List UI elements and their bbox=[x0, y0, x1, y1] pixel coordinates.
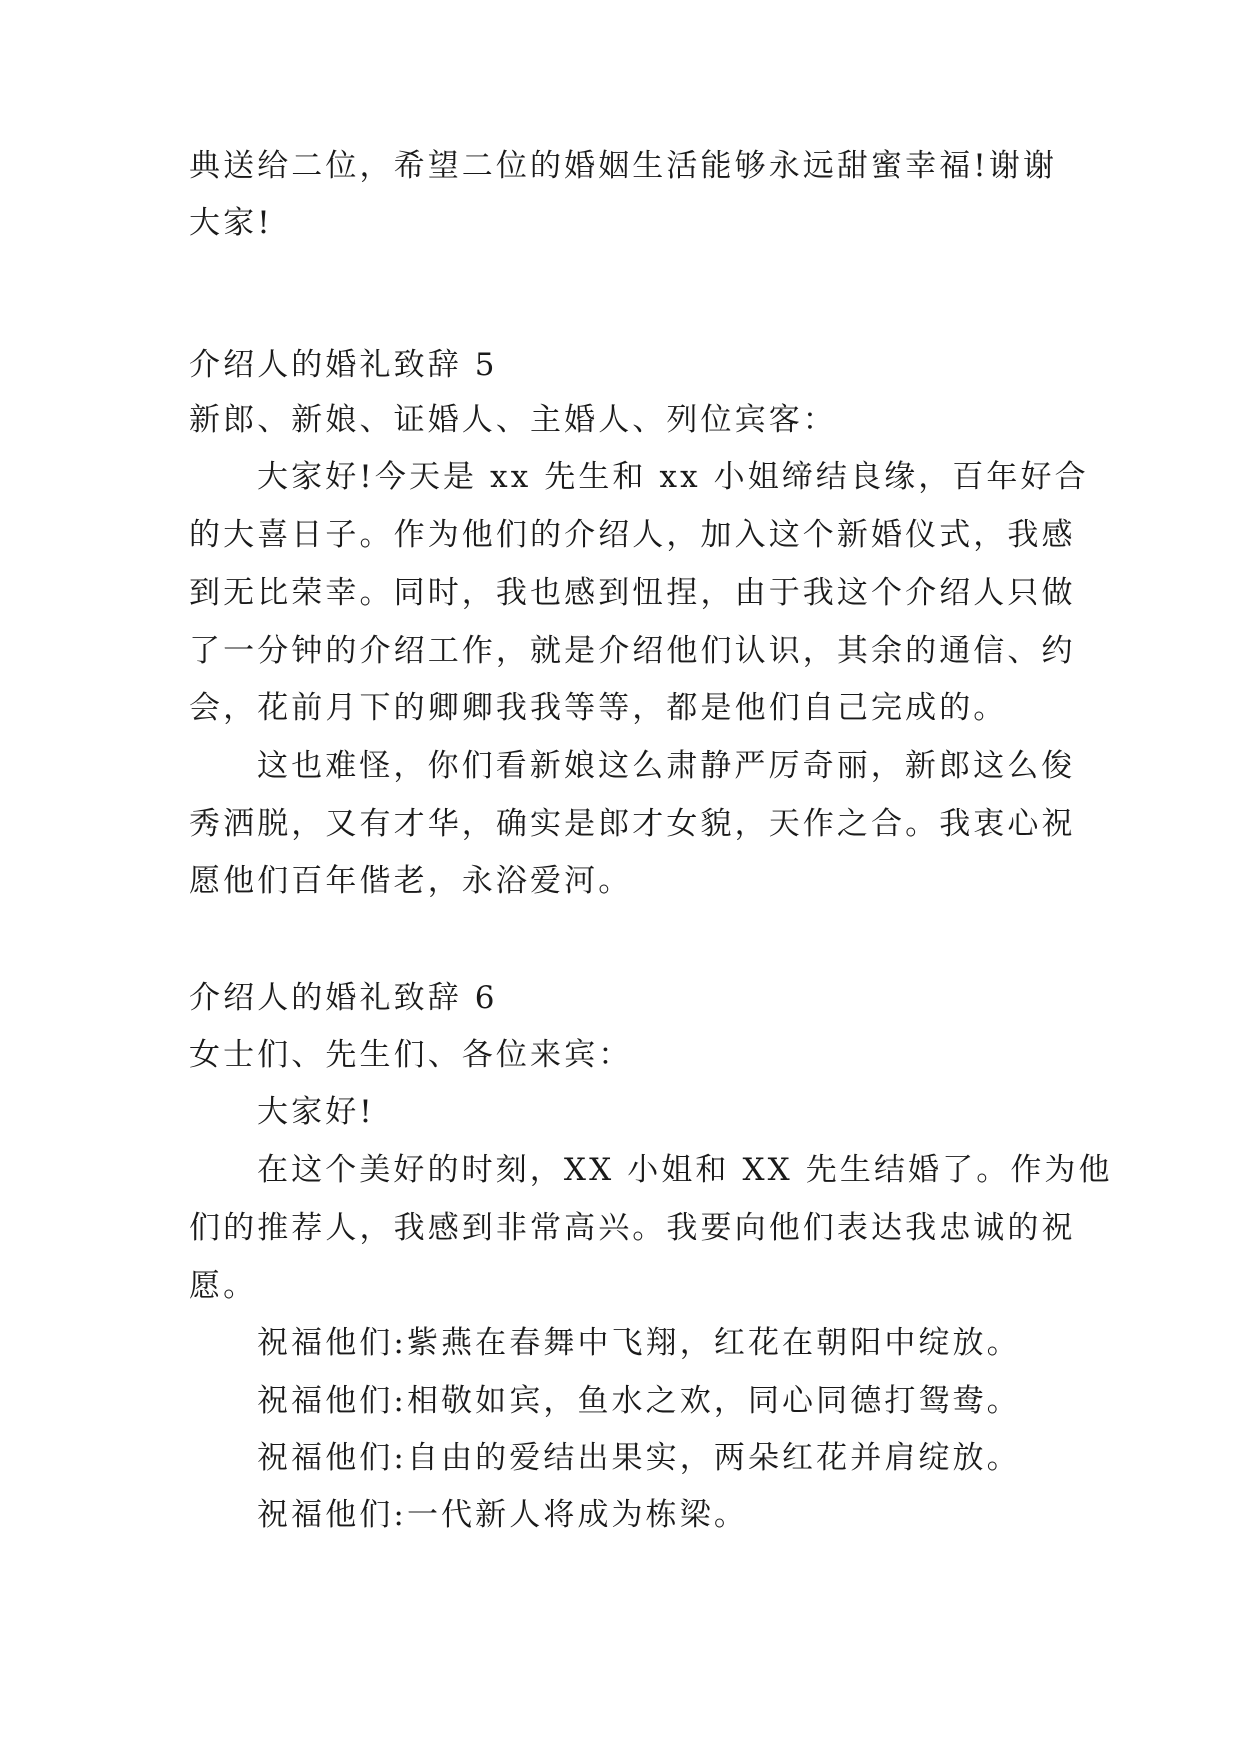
paragraph-line: 会，花前月下的卿卿我我等等，都是他们自己完成的。 bbox=[189, 690, 1008, 726]
greeting-line: 大家好! bbox=[257, 1094, 375, 1130]
blessing-line: 祝福他们:一代新人将成为栋梁。 bbox=[257, 1497, 748, 1533]
paragraph-line: 秀洒脱，又有才华，确实是郎才女貌，天作之合。我衷心祝 bbox=[189, 806, 1076, 842]
paragraph-line: 了一分钟的介绍工作，就是介绍他们认识，其余的通信、约 bbox=[189, 633, 1076, 669]
paragraph-line: 大家好!今天是 xx 先生和 xx 小姐缔结良缘，百年好合 bbox=[257, 459, 1089, 495]
section-heading: 介绍人的婚礼致辞 6 bbox=[189, 980, 498, 1016]
blessing-line: 祝福他们:紫燕在春舞中飞翔，红花在朝阳中绽放。 bbox=[257, 1325, 1021, 1361]
salutation-line: 新郎、新娘、证婚人、主婚人、列位宾客： bbox=[189, 402, 837, 438]
paragraph-line: 们的推荐人，我感到非常高兴。我要向他们表达我忠诚的祝 bbox=[189, 1210, 1076, 1246]
salutation-line: 女士们、先生们、各位来宾： bbox=[189, 1037, 633, 1073]
paragraph-line: 这也难怪，你们看新娘这么肃静严厉奇丽，新郎这么俊 bbox=[257, 748, 1076, 784]
blessing-line: 祝福他们:相敬如宾，鱼水之欢，同心同德打鸳鸯。 bbox=[257, 1383, 1021, 1419]
paragraph-line: 到无比荣幸。同时，我也感到忸捏，由于我这个介绍人只做 bbox=[189, 575, 1076, 611]
blessing-line: 祝福他们:自由的爱结出果实，两朵红花并肩绽放。 bbox=[257, 1440, 1021, 1476]
paragraph-line: 愿。 bbox=[189, 1268, 258, 1304]
paragraph-line: 在这个美好的时刻，XX 小姐和 XX 先生结婚了。作为他 bbox=[257, 1152, 1113, 1188]
paragraph-line: 愿他们百年偕老，永浴爱河。 bbox=[189, 863, 633, 899]
section-heading: 介绍人的婚礼致辞 5 bbox=[189, 347, 498, 383]
paragraph-line: 典送给二位，希望二位的婚姻生活能够永远甜蜜幸福!谢谢 bbox=[189, 148, 1058, 184]
paragraph-line: 大家! bbox=[189, 205, 273, 241]
paragraph-line: 的大喜日子。作为他们的介绍人，加入这个新婚仪式，我感 bbox=[189, 517, 1076, 553]
